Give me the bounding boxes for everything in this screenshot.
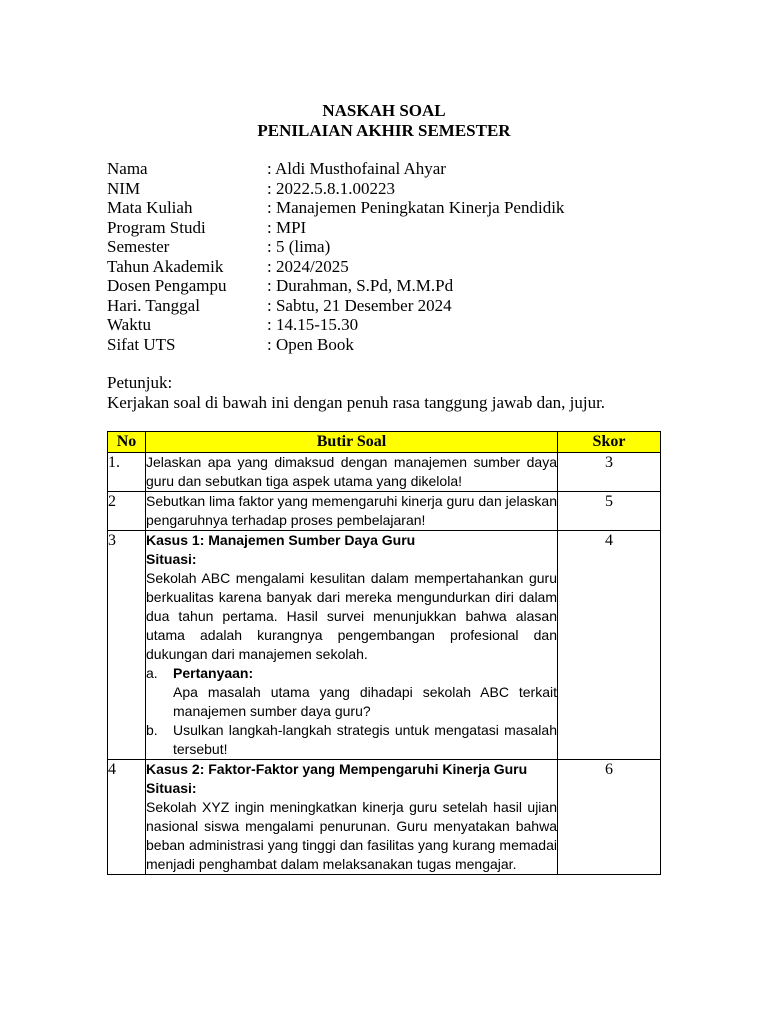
document-title: NASKAH SOAL [322,101,446,120]
info-label: Nama [107,159,148,178]
info-row-hari-tanggal [107,296,564,316]
info-label: Waktu [107,315,151,334]
sub-question-marker: b. [146,722,158,738]
info-value: : 2024/2025 [267,256,349,276]
instructions-text: Kerjakan soal di bawah ini dengan penuh rasa tanggung jawab dan, jujur. [107,393,606,412]
info-value: : MPI [267,217,307,237]
header-question: Butir Soal [146,432,558,453]
info-label: Sifat UTS [107,334,176,354]
situation-label: Situasi: [146,551,197,567]
info-value: : Open Book [267,334,354,354]
info-label: Dosen Pengampu [107,276,227,295]
info-label: Mata Kuliah [107,198,193,217]
sub-question-text: Apa masalah utama yang dihadapi sekolah ABC terkait manajemen sumber daya guru? [173,684,557,719]
sub-question-b [146,721,557,759]
situation-text: Sekolah XYZ ingin meningkatkan kinerja guru setelah hasil ujian nasional siswa mengalami penurunan. Guru menyatakan bahwa beban administrasi yang tinggi dan fasilitas yang kurang memadai menjadi penghambat dalam melaksanakan tugas mengajar. [146,799,557,872]
info-label: Semester [107,237,170,256]
table-row [108,531,661,760]
situation-text: Sekolah ABC mengalami kesulitan dalam mempertahankan guru berkualitas karena banyak dari mereka mengundurkan diri dalam dua tahun pertama. Hasil survei menunjukkan bahwa alasan utama adalah kurangnya pengembangan profesional dan dukungan dari manajemen sekolah. [146,570,557,662]
table-header-row [108,432,661,453]
info-value: : 5 (lima) [267,237,331,256]
info-row-nim [107,179,564,199]
question-text: Sebutkan lima faktor yang memengaruhi kinerja guru dan jelaskan pengaruhnya terhadap proses pembelajaran! [146,492,558,531]
question-case [146,760,558,875]
info-label: Hari. Tanggal [107,295,200,315]
instructions-heading: Petunjuk: [107,373,173,392]
info-row-tahun-akademik [107,257,564,277]
question-case [146,531,558,760]
question-number: 2 [108,492,146,531]
info-value: : Aldi Musthofainal Ahyar [267,159,446,178]
question-text: Jelaskan apa yang dimaksud dengan manajemen sumber daya guru dan sebutkan tiga aspek utama yang dikelola! [146,453,558,492]
question-table [107,431,661,875]
info-label: Program Studi [107,217,206,237]
info-value: : 14.15-15.30 [267,315,359,334]
table-row [108,760,661,875]
document-subtitle: PENILAIAN AKHIR SEMESTER [257,121,511,140]
info-row-mata-kuliah [107,198,564,218]
info-label: NIM [107,178,141,198]
info-value: : Manajemen Peningkatan Kinerja Pendidik [267,198,565,217]
question-score: 6 [558,760,661,875]
info-value: : 2022.5.8.1.00223 [267,178,395,198]
sub-question-label: Pertanyaan: [173,665,254,681]
question-score: 5 [558,492,661,531]
info-value: : Sabtu, 21 Desember 2024 [267,295,452,315]
info-row-program-studi [107,218,564,238]
case-title: Kasus 2: Faktor-Faktor yang Mempengaruhi Kinerja Guru [146,761,528,777]
info-label: Tahun Akademik [107,256,224,276]
info-row-dosen-pengampu [107,276,564,296]
info-row-semester [107,237,564,257]
sub-question-marker: a. [146,665,158,681]
question-number: 1. [108,453,146,492]
student-info [107,159,564,354]
info-row-sifat-uts [107,335,564,355]
situation-label: Situasi: [146,780,197,796]
info-row-nama [107,159,564,179]
info-row-waktu [107,315,564,335]
case-title: Kasus 1: Manajemen Sumber Daya Guru [146,532,416,548]
question-score: 3 [558,453,661,492]
header-score: Skor [558,432,661,453]
instructions [107,373,605,413]
question-number: 3 [108,531,146,760]
question-number: 4 [108,760,146,875]
table-row [108,492,661,531]
question-score: 4 [558,531,661,760]
table-row [108,453,661,492]
sub-question-a [146,664,557,721]
sub-question-text: Usulkan langkah-langkah strategis untuk mengatasi masalah tersebut! [173,722,557,757]
header-no: No [108,432,146,453]
info-value: : Durahman, S.Pd, M.M.Pd [267,276,454,295]
